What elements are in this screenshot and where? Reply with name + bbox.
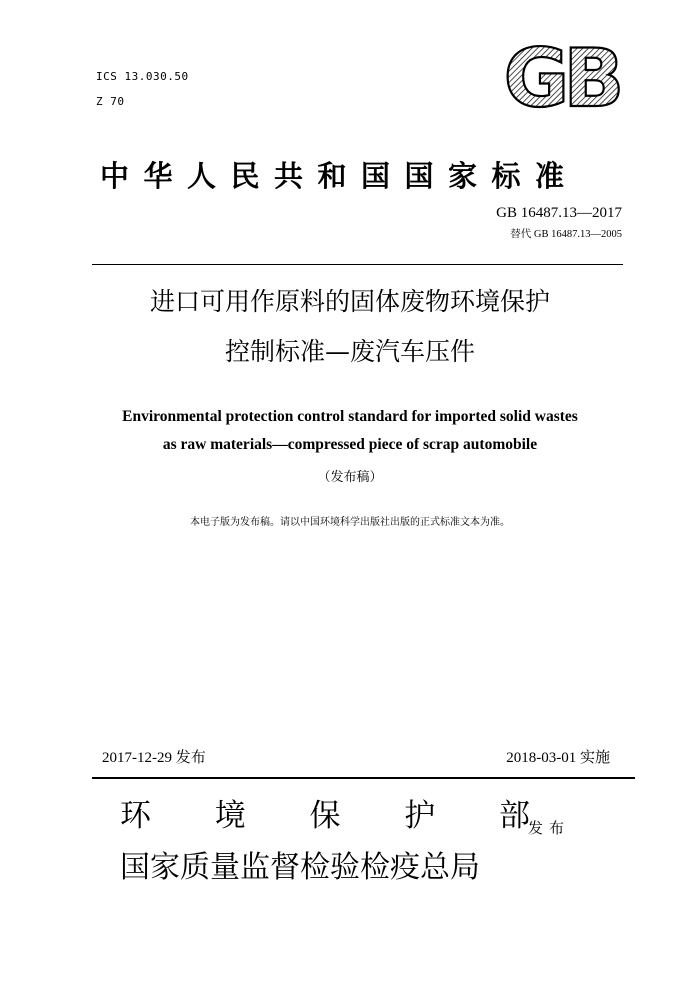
national-standard-title: 中华人民共和国国家标准 [100, 159, 579, 193]
issuer-ministry [120, 796, 530, 836]
issuer-ministry-char: 环 [120, 798, 151, 834]
gb-logo [498, 42, 624, 112]
issuer-ministry-char: 境 [214, 798, 246, 834]
gb-logo-lettering: GB [503, 42, 619, 112]
top-divider [92, 264, 623, 265]
classification-code: Z 70 [96, 95, 125, 108]
issuer-ministry-char: 部 [499, 798, 530, 834]
issuer-aqsiq: 国家质量监督检验检疫总局 [120, 850, 480, 885]
ics-code: ICS 13.030.50 [96, 70, 189, 83]
issuer-ministry-char: 护 [404, 798, 436, 834]
english-title-line-2: as raw materials—compressed piece of scrap automobile [162, 436, 538, 453]
chinese-title-line-1: 进口可用作原料的固体废物环境保护 [149, 287, 550, 316]
bottom-divider [92, 777, 635, 779]
issuer-ministry-char: 保 [309, 798, 341, 834]
issued-by-label: 发布 [528, 819, 571, 837]
draft-label: （发布稿） [317, 470, 383, 485]
chinese-title-line-2: 控制标准—废汽车压件 [224, 337, 475, 366]
edition-notice: 本电子版为发布稿。请以中国环境科学出版社出版的正式标准文本为准。 [190, 517, 510, 528]
standard-number: GB 16487.13—2017 [496, 205, 622, 221]
replaces-standard: 替代 GB 16487.13—2005 [510, 229, 622, 240]
implementation-date: 2018-03-01 实施 [506, 750, 610, 766]
english-title-line-1: Environmental protection control standard for imported solid wastes [122, 408, 578, 425]
issue-date: 2017-12-29 发布 [102, 750, 206, 766]
